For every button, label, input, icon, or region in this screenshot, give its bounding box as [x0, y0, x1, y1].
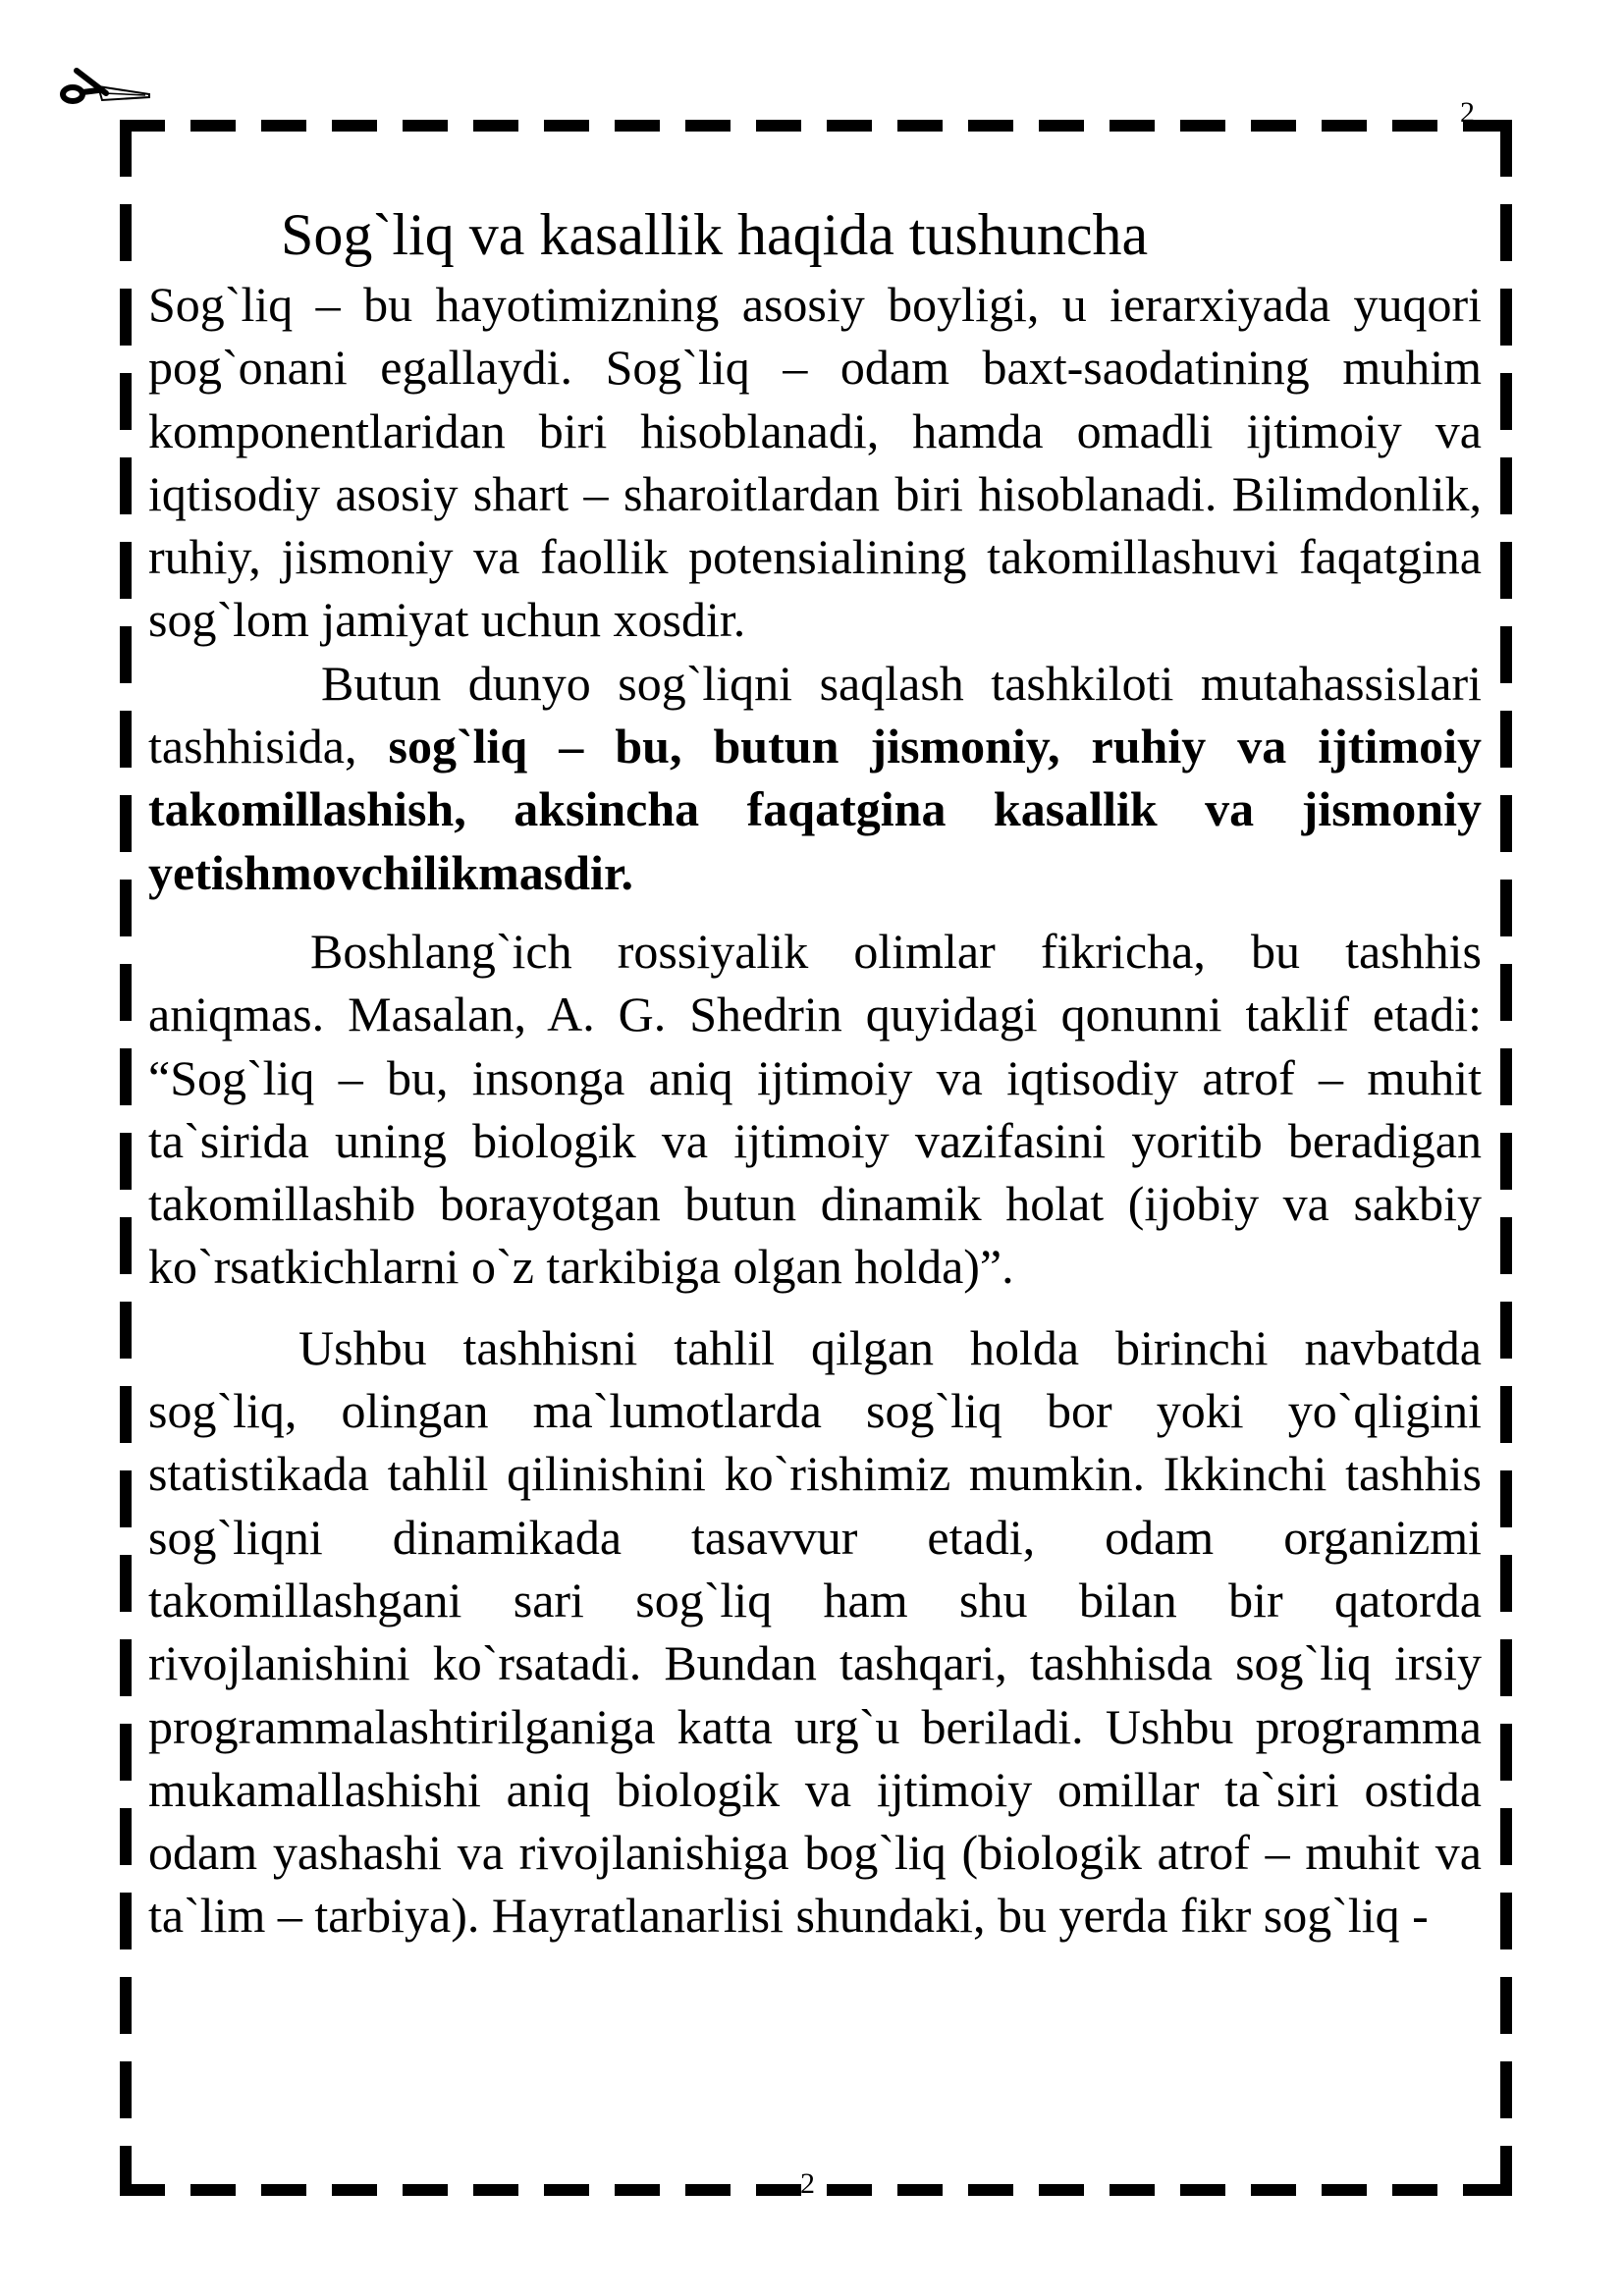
page-number-top: 2: [1460, 96, 1475, 129]
document-body: [148, 196, 1482, 1948]
paragraph-2-text: Butun dunyo sog`liqni saqlash tashkiloti mutahassislari tashhisida,: [148, 655, 1482, 774]
paragraph-2: [148, 652, 1482, 904]
paragraph-4: Ushbu tashhisni tahlil qilgan holda birinchi navbatda sog`liq, olingan ma`lumotlarda sog`liq bor yoki yo`qligini statistikada tahlil qilinishini ko`rishimiz mumkin. Ikkinchi tashhis sog`liqni dinamikada tasavvur etadi, odam organizmi takomillashgani sari sog`liq ham shu bilan bir qatorda rivojlanishini ko`rsatadi. Bundan tashqari, tashhisda sog`liq irsiy programmalashtirilganiga katta urg`u beriladi. Ushbu programma mukamallashishi aniq biologik va ijtimoiy omillar ta`siri ostida odam yashashi va rivojlanishiga bog`liq (biologik atrof – muhit va ta`lim – tarbiya). Hayratlanarlisi shundaki, bu yerda fikr sog`liq -: [148, 1319, 1482, 1944]
page-number-bottom: 2: [800, 2167, 815, 2200]
paragraph-1: Sog`liq – bu hayotimizning asosiy boyligi, u ierarxiyada yuqori pog`onani egallaydi. Sog`liq – odam baxt-saodatining muhim komponentlaridan biri hisoblanadi, hamda omadli ijtimoiy va iqtisodiy asosiy shart – sharoitlardan biri hisoblanadi. Bilimdonlik, ruhiy, jismoniy va faollik potensialining takomillashuvi faqatgina sog`lom jamiyat uchun xosdir.: [148, 277, 1482, 648]
paragraph-2-bold-definition: sog`liq – bu, butun jismoniy, ruhiy va ijtimoiy takomillashish, aksincha faqatgina kasallik va jismoniy yetishmovchilikmasdir.: [148, 719, 1482, 900]
paragraph-3: Boshlang`ich rossiyalik olimlar fikricha, bu tashhis aniqmas. Masalan, A. G. Shedrin quyidagi qonunni taklif etadi: “Sog`liq – bu, insonga aniq ijtimoiy va iqtisodiy atrof – muhit ta`sirida uning biologik va ijtimoiy vazifasini yoritib beradigan takomillashib borayotgan butun dinamik holat (ijobiy va sakbiy ko`rsatkichlarni o`z tarkibiga olgan holda)”.: [148, 923, 1482, 1295]
document-title: Sog`liq va kasallik haqida tushuncha: [281, 202, 1149, 267]
